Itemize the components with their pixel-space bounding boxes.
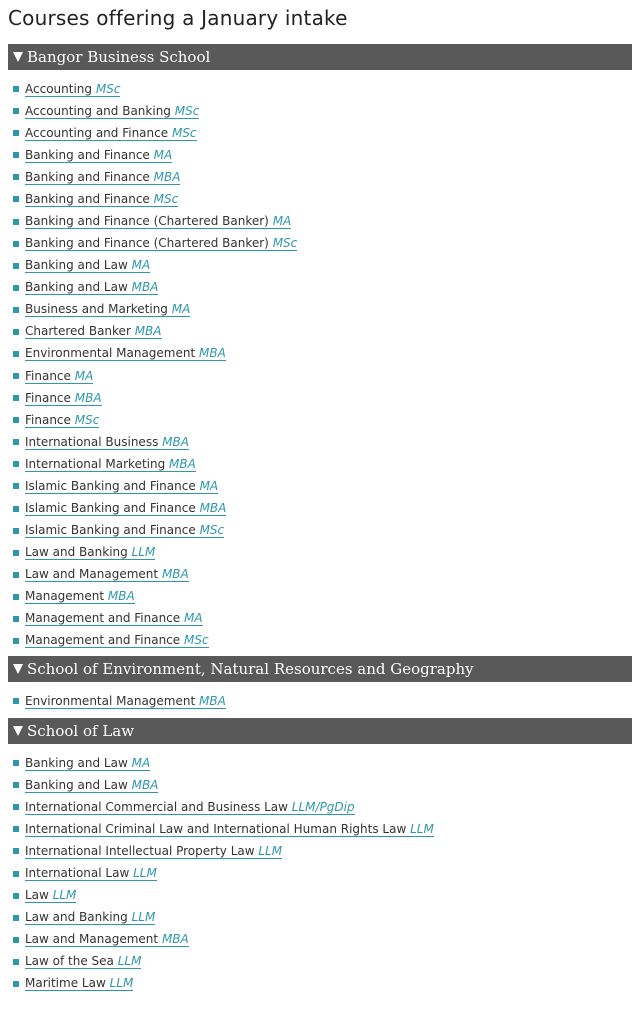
square-bullet-icon bbox=[13, 86, 19, 92]
course-link[interactable] bbox=[25, 302, 190, 317]
course-award: MBA bbox=[134, 324, 162, 339]
course-name: International Criminal Law and International Human Rights Law bbox=[25, 821, 407, 836]
triangle-down-icon bbox=[13, 726, 23, 736]
square-bullet-icon bbox=[13, 174, 19, 180]
square-bullet-icon bbox=[13, 152, 19, 158]
list-item bbox=[8, 387, 632, 409]
course-award: LLM bbox=[131, 910, 156, 925]
course-award: MBA bbox=[161, 932, 189, 947]
course-award: MBA bbox=[162, 434, 189, 449]
course-award: LLM bbox=[117, 954, 142, 969]
course-award: MSc bbox=[74, 412, 100, 427]
course-link[interactable] bbox=[25, 888, 76, 903]
triangle-down-icon bbox=[13, 664, 23, 674]
course-link[interactable] bbox=[25, 280, 158, 295]
list-item bbox=[8, 796, 632, 818]
course-award: MBA bbox=[169, 456, 196, 471]
course-link[interactable] bbox=[25, 104, 199, 119]
square-bullet-icon bbox=[13, 285, 19, 291]
square-bullet-icon bbox=[13, 959, 19, 965]
course-list bbox=[8, 744, 632, 995]
course-award: MA bbox=[131, 258, 151, 273]
course-award: MBA bbox=[199, 501, 227, 516]
square-bullet-icon bbox=[13, 130, 19, 136]
course-award: MA bbox=[199, 478, 219, 493]
section-header-bangor-business-school[interactable] bbox=[8, 44, 632, 70]
course-name: Islamic Banking and Finance bbox=[25, 478, 196, 493]
course-name: Banking and Law bbox=[25, 280, 128, 295]
list-item bbox=[8, 100, 632, 122]
course-award: MBA bbox=[153, 169, 181, 184]
course-name: International Law bbox=[25, 866, 130, 881]
square-bullet-icon bbox=[13, 937, 19, 943]
course-name: International Marketing bbox=[25, 456, 166, 471]
list-item bbox=[8, 78, 632, 100]
square-bullet-icon bbox=[13, 351, 19, 357]
course-link[interactable] bbox=[25, 346, 226, 361]
course-name: Environmental Management bbox=[25, 346, 196, 361]
square-bullet-icon bbox=[13, 108, 19, 114]
course-award: MBA bbox=[131, 777, 159, 792]
course-link[interactable] bbox=[25, 126, 197, 141]
course-link[interactable] bbox=[25, 258, 150, 273]
square-bullet-icon bbox=[13, 483, 19, 489]
course-link[interactable] bbox=[25, 435, 189, 450]
course-name: Business and Marketing bbox=[25, 302, 168, 317]
course-link[interactable] bbox=[25, 479, 218, 494]
course-award: MA bbox=[74, 368, 94, 383]
course-award: LLM bbox=[410, 821, 434, 836]
course-link[interactable] bbox=[25, 844, 282, 859]
course-name: Accounting and Finance bbox=[25, 125, 169, 140]
course-award: MBA bbox=[199, 346, 226, 361]
list-item bbox=[8, 840, 632, 862]
list-item bbox=[8, 586, 632, 608]
square-bullet-icon bbox=[13, 461, 19, 467]
course-link[interactable] bbox=[25, 236, 297, 251]
course-name: Banking and Finance bbox=[25, 147, 150, 162]
list-item bbox=[8, 564, 632, 586]
square-bullet-icon bbox=[13, 550, 19, 556]
square-bullet-icon bbox=[13, 981, 19, 987]
list-item bbox=[8, 233, 632, 255]
course-link[interactable] bbox=[25, 756, 150, 771]
course-award: LLM bbox=[109, 976, 134, 991]
square-bullet-icon bbox=[13, 307, 19, 313]
square-bullet-icon bbox=[13, 263, 19, 269]
course-link[interactable] bbox=[25, 589, 135, 604]
course-award: MSc bbox=[95, 81, 121, 96]
list-item bbox=[8, 818, 632, 840]
course-award: MBA bbox=[131, 280, 159, 295]
square-bullet-icon bbox=[13, 638, 19, 644]
course-name: Banking and Law bbox=[25, 258, 128, 273]
course-award: MSc bbox=[174, 103, 200, 118]
course-award: MBA bbox=[107, 589, 135, 604]
square-bullet-icon bbox=[13, 760, 19, 766]
list-item bbox=[8, 497, 632, 519]
list-item bbox=[8, 863, 632, 885]
course-name: Law of the Sea bbox=[25, 954, 114, 969]
course-name: Maritime Law bbox=[25, 976, 106, 991]
section-title: Bangor Business School bbox=[27, 48, 211, 66]
course-award: LLM/PgDip bbox=[291, 799, 355, 814]
course-link[interactable] bbox=[25, 457, 196, 472]
course-name: Banking and Law bbox=[25, 777, 128, 792]
section-header-environment-natural-resources-geography[interactable] bbox=[8, 656, 632, 682]
list-item bbox=[8, 929, 632, 951]
list-item bbox=[8, 542, 632, 564]
square-bullet-icon bbox=[13, 241, 19, 247]
course-link[interactable] bbox=[25, 391, 102, 406]
square-bullet-icon bbox=[13, 782, 19, 788]
square-bullet-icon bbox=[13, 219, 19, 225]
course-link[interactable] bbox=[25, 778, 158, 793]
course-award: MA bbox=[153, 147, 173, 162]
list-item bbox=[8, 321, 632, 343]
square-bullet-icon bbox=[13, 528, 19, 534]
list-item bbox=[8, 885, 632, 907]
course-name: Law and Management bbox=[25, 932, 159, 947]
course-award: MBA bbox=[161, 567, 189, 582]
list-item bbox=[8, 774, 632, 796]
course-name: Law bbox=[25, 888, 49, 903]
list-item bbox=[8, 951, 632, 973]
course-name: Finance bbox=[25, 390, 71, 405]
course-award: LLM bbox=[131, 545, 156, 560]
course-name: Banking and Finance (Chartered Banker) bbox=[25, 214, 269, 228]
course-link[interactable] bbox=[25, 192, 178, 207]
course-list bbox=[8, 682, 632, 718]
list-item bbox=[8, 122, 632, 144]
page-title: Courses offering a January intake bbox=[8, 6, 348, 30]
course-list bbox=[8, 70, 632, 656]
course-award: MSc bbox=[153, 191, 179, 206]
list-item bbox=[8, 365, 632, 387]
course-link[interactable] bbox=[25, 800, 355, 815]
course-link[interactable] bbox=[25, 82, 120, 97]
course-name: Banking and Finance bbox=[25, 191, 150, 206]
course-award: LLM bbox=[133, 866, 157, 881]
list-item bbox=[8, 752, 632, 774]
section-header-school-of-law[interactable] bbox=[8, 718, 632, 744]
course-name: Management and Finance bbox=[25, 611, 181, 626]
square-bullet-icon bbox=[13, 506, 19, 512]
course-link[interactable] bbox=[25, 611, 203, 626]
square-bullet-icon bbox=[13, 893, 19, 899]
course-name: Environmental Management bbox=[25, 693, 196, 708]
section-bangor-business-school bbox=[8, 44, 632, 656]
square-bullet-icon bbox=[13, 848, 19, 854]
course-name: Law and Banking bbox=[25, 910, 128, 925]
course-award: LLM bbox=[52, 888, 77, 903]
square-bullet-icon bbox=[13, 915, 19, 921]
course-name: Accounting and Banking bbox=[25, 103, 171, 118]
square-bullet-icon bbox=[13, 373, 19, 379]
square-bullet-icon bbox=[13, 329, 19, 335]
course-name: Islamic Banking and Finance bbox=[25, 501, 196, 516]
list-item bbox=[8, 690, 632, 712]
course-link[interactable] bbox=[25, 633, 209, 648]
course-link[interactable] bbox=[25, 567, 189, 582]
course-award: MSc bbox=[184, 633, 209, 648]
list-item bbox=[8, 210, 632, 232]
course-name: Banking and Law bbox=[25, 755, 128, 770]
course-award: MSc bbox=[199, 523, 225, 538]
square-bullet-icon bbox=[13, 871, 19, 877]
course-name: International Business bbox=[25, 434, 159, 449]
course-link[interactable] bbox=[25, 324, 162, 339]
course-link[interactable] bbox=[25, 148, 172, 163]
section-environment-natural-resources-geography bbox=[8, 656, 632, 718]
list-item bbox=[8, 277, 632, 299]
section-title: School of Law bbox=[27, 722, 135, 741]
list-item bbox=[8, 255, 632, 277]
list-item bbox=[8, 608, 632, 630]
course-link[interactable] bbox=[25, 932, 189, 947]
list-item bbox=[8, 630, 632, 652]
course-name: Banking and Finance bbox=[25, 169, 150, 184]
square-bullet-icon bbox=[13, 439, 19, 445]
course-award: MA bbox=[184, 611, 203, 626]
course-name: Management bbox=[25, 589, 105, 604]
course-name: Chartered Banker bbox=[25, 324, 131, 339]
list-item bbox=[8, 144, 632, 166]
square-bullet-icon bbox=[13, 572, 19, 578]
course-name: Banking and Finance (Chartered Banker) bbox=[25, 236, 269, 251]
course-name: Finance bbox=[25, 368, 71, 383]
course-name: Law and Management bbox=[25, 567, 159, 582]
course-award: MA bbox=[171, 302, 191, 317]
list-item bbox=[8, 299, 632, 321]
course-award: MSc bbox=[171, 125, 197, 140]
course-name: Islamic Banking and Finance bbox=[25, 523, 196, 538]
square-bullet-icon bbox=[13, 804, 19, 810]
square-bullet-icon bbox=[13, 594, 19, 600]
course-award: LLM bbox=[258, 843, 283, 858]
square-bullet-icon bbox=[13, 826, 19, 832]
course-link[interactable] bbox=[25, 523, 224, 538]
list-item bbox=[8, 520, 632, 542]
section-title: School of Environment, Natural Resources and Geography bbox=[27, 660, 474, 679]
course-link[interactable] bbox=[25, 413, 99, 428]
square-bullet-icon bbox=[13, 417, 19, 423]
course-award: MA bbox=[131, 755, 151, 770]
course-link[interactable] bbox=[25, 910, 155, 925]
list-item bbox=[8, 343, 632, 365]
list-item bbox=[8, 907, 632, 929]
course-link[interactable] bbox=[25, 369, 93, 384]
course-link[interactable] bbox=[25, 214, 291, 229]
course-award: MA bbox=[272, 214, 292, 228]
list-item bbox=[8, 973, 632, 995]
list-item bbox=[8, 453, 632, 475]
course-name: Management and Finance bbox=[25, 633, 181, 648]
list-item bbox=[8, 431, 632, 453]
course-link[interactable] bbox=[25, 866, 157, 881]
square-bullet-icon bbox=[13, 395, 19, 401]
course-name: Accounting bbox=[25, 81, 93, 96]
course-link[interactable] bbox=[25, 976, 133, 991]
course-link[interactable] bbox=[25, 545, 155, 560]
course-link[interactable] bbox=[25, 694, 226, 709]
course-link[interactable] bbox=[25, 954, 141, 969]
triangle-down-icon bbox=[13, 52, 23, 62]
course-link[interactable] bbox=[25, 501, 226, 516]
square-bullet-icon bbox=[13, 196, 19, 202]
course-link[interactable] bbox=[25, 170, 180, 185]
list-item bbox=[8, 188, 632, 210]
course-name: Finance bbox=[25, 412, 71, 427]
course-award: MBA bbox=[74, 390, 102, 405]
square-bullet-icon bbox=[13, 698, 19, 704]
course-award: MBA bbox=[199, 693, 226, 708]
list-item bbox=[8, 166, 632, 188]
list-item bbox=[8, 475, 632, 497]
course-link[interactable] bbox=[25, 822, 434, 837]
course-name: Law and Banking bbox=[25, 545, 128, 560]
course-name: International Commercial and Business Law bbox=[25, 799, 288, 814]
course-name: International Intellectual Property Law bbox=[25, 843, 255, 858]
course-award: MSc bbox=[272, 236, 298, 251]
list-item bbox=[8, 409, 632, 431]
square-bullet-icon bbox=[13, 616, 19, 622]
section-school-of-law bbox=[8, 718, 632, 995]
